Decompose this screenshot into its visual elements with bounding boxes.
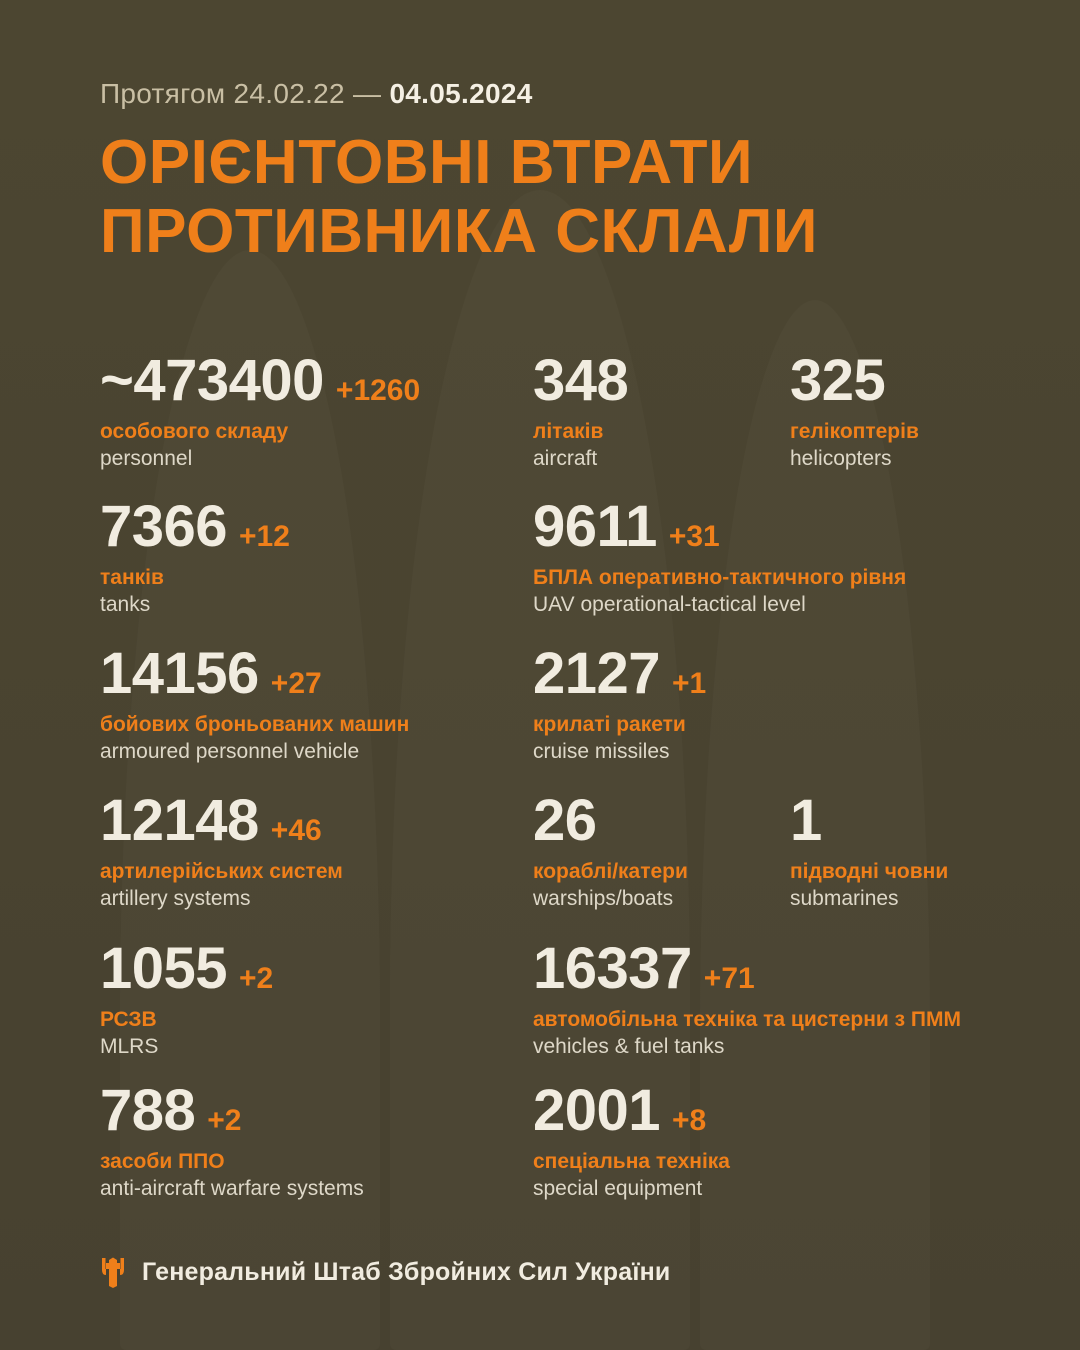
stat-label-en: UAV operational-tactical level bbox=[533, 593, 806, 616]
stat-vehicles-fuel-tanks bbox=[533, 936, 961, 1059]
stat-label-en: tanks bbox=[100, 593, 151, 616]
stat-artillery bbox=[100, 788, 343, 911]
stat-label-en: armoured personnel vehicle bbox=[100, 740, 360, 763]
stat-label-en: submarines bbox=[790, 887, 899, 910]
stat-delta: +8 bbox=[672, 1104, 707, 1137]
title-line-2: ПРОТИВНИКА СКЛАЛИ bbox=[100, 197, 818, 267]
stat-tanks bbox=[100, 494, 290, 617]
stat-label-en: helicopters bbox=[790, 447, 892, 470]
period-prefix: Протягом 24.02.22 bbox=[100, 78, 345, 109]
stat-personnel bbox=[100, 348, 421, 471]
stat-value: 14156 bbox=[100, 641, 259, 706]
footer-text: Генеральний Штаб Збройних Сил України bbox=[142, 1257, 671, 1286]
page-title bbox=[100, 128, 818, 267]
stat-label-ua: крилаті ракети bbox=[533, 713, 686, 736]
stat-delta: +1 bbox=[672, 667, 707, 700]
stat-label-en: artillery systems bbox=[100, 887, 251, 910]
stat-value: 1 bbox=[790, 788, 822, 853]
stat-label-ua: БПЛА оперативно-тактичного рівня bbox=[533, 566, 907, 589]
stat-label-ua: засоби ППО bbox=[100, 1150, 225, 1173]
title-line-1: ОРІЄНТОВНІ ВТРАТИ bbox=[100, 128, 754, 197]
stat-label-en: special equipment bbox=[533, 1177, 703, 1200]
stat-label-ua: кораблі/катери bbox=[533, 860, 688, 883]
date-line bbox=[100, 78, 533, 110]
stat-delta: +12 bbox=[239, 520, 290, 553]
stat-submarines bbox=[790, 788, 949, 911]
stat-helicopters bbox=[790, 348, 919, 471]
stat-label-ua: артилерійських систем bbox=[100, 860, 343, 883]
stat-label-en: personnel bbox=[100, 447, 193, 470]
stat-warships bbox=[533, 788, 688, 911]
stat-label-ua: літаків bbox=[533, 420, 604, 443]
stat-delta: +2 bbox=[239, 962, 274, 995]
stat-label-ua: особового складу bbox=[100, 420, 289, 443]
stat-special-equipment bbox=[533, 1078, 730, 1201]
stat-delta: +46 bbox=[270, 814, 322, 847]
stat-label-ua: танків bbox=[100, 566, 164, 589]
dash-separator: — bbox=[353, 78, 382, 109]
stat-label-en: anti-aircraft warfare systems bbox=[100, 1177, 364, 1200]
stat-label-en: warships/boats bbox=[533, 887, 674, 910]
stat-label-en: MLRS bbox=[100, 1035, 159, 1058]
footer bbox=[100, 1256, 670, 1288]
stat-mlrs bbox=[100, 936, 274, 1059]
stat-value: 7366 bbox=[100, 494, 228, 559]
stat-value: 9611 bbox=[533, 494, 657, 559]
trident-icon bbox=[100, 1256, 126, 1288]
stat-value: 788 bbox=[100, 1078, 196, 1143]
stat-cruise-missiles bbox=[533, 641, 707, 764]
stat-label-ua: автомобільна техніка та цистерни з ПММ bbox=[533, 1008, 961, 1031]
stat-label-en: vehicles & fuel tanks bbox=[533, 1035, 725, 1058]
stat-label-en: aircraft bbox=[533, 447, 598, 470]
stat-delta: +71 bbox=[703, 962, 755, 995]
stat-delta: +1260 bbox=[335, 374, 421, 407]
stat-value: 12148 bbox=[100, 788, 259, 853]
stat-value: ~473400 bbox=[100, 348, 324, 413]
stat-delta: +31 bbox=[668, 520, 720, 553]
stat-uav bbox=[533, 494, 907, 617]
stat-label-ua: спеціальна техніка bbox=[533, 1150, 730, 1173]
stat-anti-aircraft bbox=[100, 1078, 364, 1201]
stat-value: 16337 bbox=[533, 936, 692, 1001]
stat-value: 1055 bbox=[100, 936, 228, 1001]
stat-delta: +2 bbox=[207, 1104, 242, 1137]
stat-value: 2127 bbox=[533, 641, 661, 706]
stat-label-ua: бойових броньованих машин bbox=[100, 713, 410, 736]
stat-label-ua: підводні човни bbox=[790, 860, 949, 883]
stat-value: 348 bbox=[533, 348, 629, 413]
stat-aircraft bbox=[533, 348, 640, 471]
stat-label-ua: РСЗВ bbox=[100, 1008, 157, 1031]
report-date: 04.05.2024 bbox=[389, 78, 533, 109]
stat-value: 26 bbox=[533, 788, 597, 853]
stat-label-ua: гелікоптерів bbox=[790, 420, 919, 443]
stat-delta: +27 bbox=[270, 667, 322, 700]
stat-value: 325 bbox=[790, 348, 886, 413]
stat-value: 2001 bbox=[533, 1078, 661, 1143]
stat-label-en: cruise missiles bbox=[533, 740, 670, 763]
stat-apv bbox=[100, 641, 410, 764]
